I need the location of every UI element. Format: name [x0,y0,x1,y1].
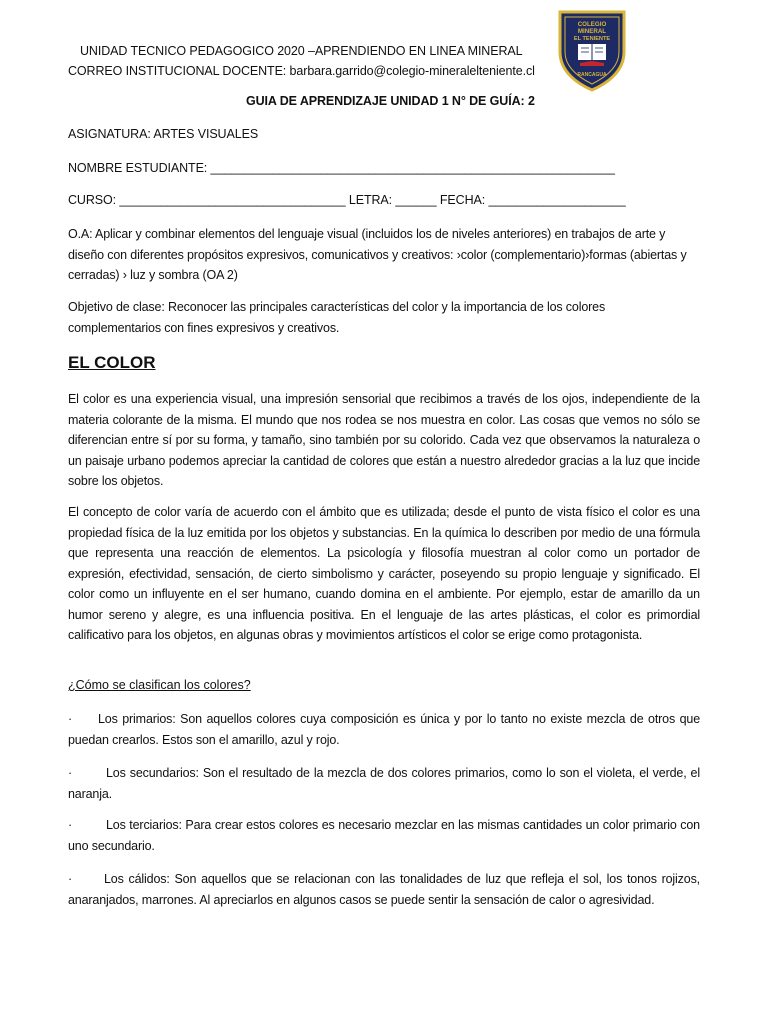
svg-text:MINERAL: MINERAL [577,28,607,35]
classification-subheading: ¿Cómo se clasifican los colores? [68,678,251,692]
learning-objective: O.A: Aplicar y combinar elementos del lenguaje visual (incluidos los de niveles anteriores) en trabajos de arte y diseño con diferentes propósitos expresivos, comunicativos y creativos: ›color (complementario)›formas (abiertas y cerradas) › luz y sombra (OA 2) [68,227,687,282]
course-letter-date-line: CURSO: _________________________________ LETRA: ______ FECHA: ____________________ [68,193,626,207]
unit-header-line: UNIDAD TECNICO PEDAGOGICO 2020 –APRENDIENDO EN LINEA MINERAL [80,44,523,58]
bullet-symbol: · [68,712,73,726]
bullet-symbol: · [68,872,73,886]
student-name-field: NOMBRE ESTUDIANTE: ___________________________________________________________ [68,161,615,175]
list-item [68,815,700,856]
svg-text:EL TENIENTE: EL TENIENTE [573,36,611,42]
svg-text:RANCAGUA: RANCAGUA [577,72,607,78]
section-heading: EL COLOR [68,353,156,372]
bullet-text-primary: Los primarios: Son aquellos colores cuya composición es única y por lo tanto no existe mezcla de otros que puedan crearlos. Estos son el amarillo, azul y rojo. [68,712,700,747]
bullet-text-secondary: Los secundarios: Son el resultado de la mezcla de dos colores primarios, como lo son el violeta, el verde, el naranja. [68,766,700,801]
svg-text:COLEGIO: COLEGIO [577,21,607,28]
bullet-symbol: · [68,766,73,780]
list-item [68,709,700,750]
guide-title: GUIA DE APRENDIZAJE UNIDAD 1 N° DE GUÍA: 2 [246,94,535,108]
school-crest-logo [556,8,628,92]
list-item [68,763,700,804]
bullet-text-tertiary: Los terciarios: Para crear estos colores es necesario mezclar en las mismas cantidades un color primario con uno secundario. [68,818,700,853]
class-objective: Objetivo de clase: Reconocer las principales características del color y la importancia de los colores complementarios con fines expresivos y creativos. [68,300,606,335]
teacher-email-line: CORREO INSTITUCIONAL DOCENTE: barbara.garrido@colegio-mineralelteniente.cl [68,64,535,78]
list-item [68,869,700,910]
bullet-symbol: · [68,818,73,832]
subject-line: ASIGNATURA: ARTES VISUALES [68,127,259,141]
color-paragraph-2: El concepto de color varía de acuerdo con el ámbito que es utilizada; desde el punto de vista físico el color es una propiedad física de la luz emitida por los objetos y substancias. En la química lo describen por medio de una fórmula que representa una reacción de elementos. La psicología y filosofía muestran al color como un portador de expresión, efectividad, sensación, de cierto simbolismo y carácter, poseyendo su propio lenguaje y significado. El color como un influyente en el ser humano, cuando domina en el ambiente. Por ejemplo, estar de amarillo da un humor sereno y alegre, es una influencia positiva. En el lenguaje de las artes plásticas, el color es primordial calificativo para los objetos, en algunas obras y movimientos artísticos el color se erige como protagonista. [68,505,700,642]
color-paragraph-1: El color es una experiencia visual, una impresión sensorial que recibimos a través de los ojos, independiente de la materia colorante de la misma. El mundo que nos rodea se nos muestra en color. Las cosas que vemos no sólo se diferencian entre sí por su forma, y tamaño, sino también por su colorido. Cada vez que observamos la naturaleza o un paisaje urbano podemos apreciar la cantidad de colores que están a nuestro alrededor gracias a la luz que incide sobre los objetos. [68,392,700,488]
bullet-text-warm: Los cálidos: Son aquellos que se relacionan con las tonalidades de luz que refleja el sol, los tonos rojizos, anaranjados, marrones. Al apreciarlos en algunos casos se puede sentir la sensación de calor o agresividad. [68,872,700,907]
